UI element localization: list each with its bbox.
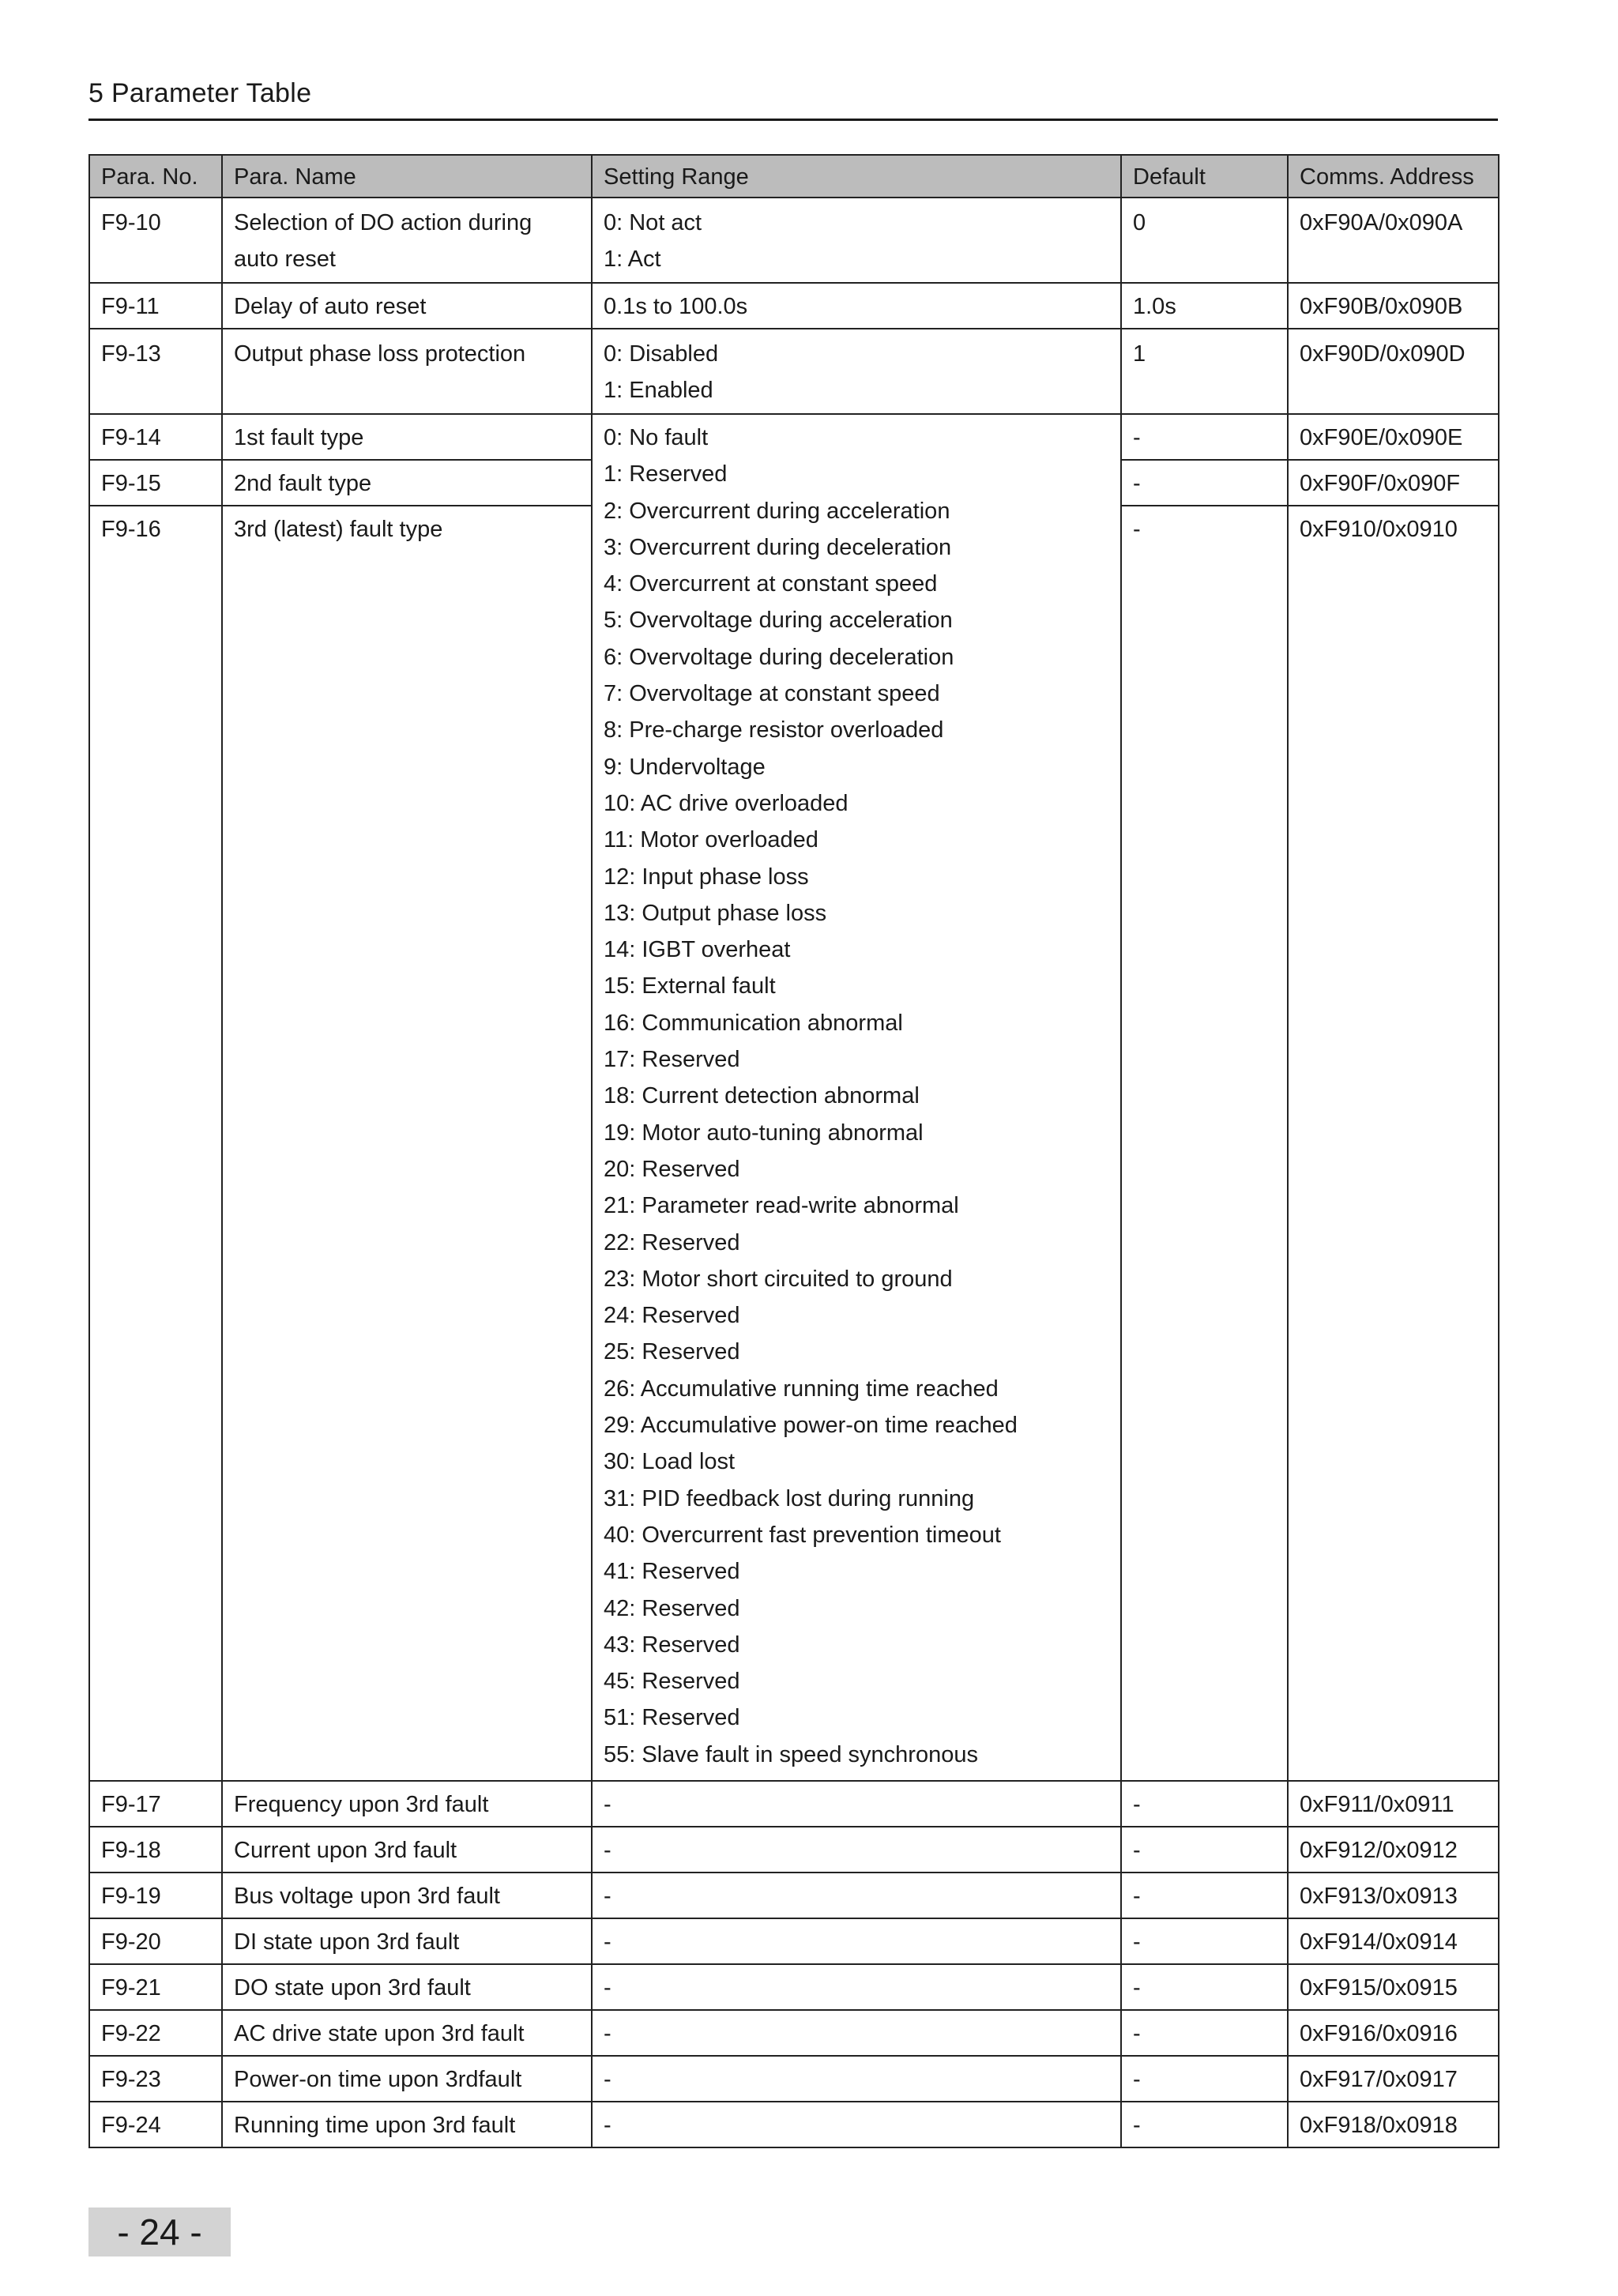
fault-option: 21: Parameter read-write abnormal — [604, 1193, 959, 1219]
default-cell: - — [1121, 2102, 1288, 2147]
para-no-cell: F9-13 — [89, 329, 222, 414]
header-divider — [88, 119, 1498, 121]
comms-address-cell: 0xF913/0x0913 — [1288, 1873, 1499, 1918]
para-name-cell: Running time upon 3rd fault — [222, 2102, 592, 2147]
table-header — [89, 155, 1499, 198]
fault-option: 22: Reserved — [604, 1229, 740, 1255]
comms-address-cell: 0xF912/0x0912 — [1288, 1827, 1499, 1873]
fault-option: 7: Overvoltage at constant speed — [604, 681, 940, 707]
default-cell: - — [1121, 1964, 1288, 2010]
default-cell: - — [1121, 1918, 1288, 1964]
para-name-cell: DI state upon 3rd fault — [222, 1918, 592, 1964]
table-row — [89, 283, 1499, 329]
table-row — [89, 1873, 1499, 1918]
range-option: 0: Not act — [604, 210, 702, 235]
para-name-cell: AC drive state upon 3rd fault — [222, 2010, 592, 2056]
para-no-cell: F9-21 — [89, 1964, 222, 2010]
range-option: 1: Enabled — [604, 378, 713, 403]
setting-range-cell: - — [592, 2056, 1121, 2102]
column-header-para-name: Para. Name — [222, 155, 592, 198]
table-row — [89, 329, 1499, 414]
fault-option: 16: Communication abnormal — [604, 1010, 903, 1036]
table-row — [89, 1918, 1499, 1964]
fault-option: 43: Reserved — [604, 1632, 740, 1658]
default-cell: - — [1121, 1781, 1288, 1827]
comms-address-cell: 0xF915/0x0915 — [1288, 1964, 1499, 2010]
setting-range-cell: - — [592, 2102, 1121, 2147]
comms-address-cell: 0xF911/0x0911 — [1288, 1781, 1499, 1827]
fault-option: 19: Motor auto-tuning abnormal — [604, 1120, 924, 1146]
default-cell: - — [1121, 2010, 1288, 2056]
setting-range-cell: - — [592, 1964, 1121, 2010]
setting-range-cell: 0.1s to 100.0s — [592, 283, 1121, 329]
table-row — [89, 2056, 1499, 2102]
para-no-cell: F9-14 — [89, 414, 222, 460]
default-cell: 0 — [1121, 198, 1288, 283]
para-no-cell: F9-23 — [89, 2056, 222, 2102]
comms-address-cell: 0xF90F/0x090F — [1288, 460, 1499, 506]
setting-range-cell: - — [592, 1781, 1121, 1827]
para-no-cell: F9-17 — [89, 1781, 222, 1827]
fault-option: 24: Reserved — [604, 1303, 740, 1329]
table-row — [89, 2010, 1499, 2056]
fault-option: 1: Reserved — [604, 461, 728, 487]
para-name-cell: Power-on time upon 3rdfault — [222, 2056, 592, 2102]
comms-address-cell: 0xF90B/0x090B — [1288, 283, 1499, 329]
range-option: 1: Act — [604, 247, 661, 272]
default-cell: - — [1121, 460, 1288, 506]
setting-range-cell: - — [592, 1827, 1121, 1873]
para-name-cell: 2nd fault type — [222, 460, 592, 506]
para-no-cell: F9-24 — [89, 2102, 222, 2147]
para-no-cell: F9-19 — [89, 1873, 222, 1918]
para-name-text: Selection of DO action during auto reset — [234, 210, 532, 272]
table-row — [89, 198, 1499, 283]
page-number: - 24 - — [88, 2208, 231, 2256]
column-header-para-no: Para. No. — [89, 155, 222, 198]
setting-range-cell: - — [592, 2010, 1121, 2056]
para-no-cell: F9-20 — [89, 1918, 222, 1964]
table-row — [89, 1964, 1499, 2010]
parameter-table — [88, 154, 1499, 2148]
para-name-cell: 3rd (latest) fault type — [222, 506, 592, 1781]
fault-option: 20: Reserved — [604, 1156, 740, 1182]
para-no-cell: F9-22 — [89, 2010, 222, 2056]
para-no-cell: F9-11 — [89, 283, 222, 329]
comms-address-cell: 0xF90E/0x090E — [1288, 414, 1499, 460]
fault-option: 17: Reserved — [604, 1047, 740, 1073]
table-row — [89, 2102, 1499, 2147]
para-no-cell: F9-10 — [89, 198, 222, 283]
fault-option: 51: Reserved — [604, 1705, 740, 1731]
fault-option: 26: Accumulative running time reached — [604, 1376, 999, 1402]
para-name-cell: DO state upon 3rd fault — [222, 1964, 592, 2010]
comms-address-cell: 0xF916/0x0916 — [1288, 2010, 1499, 2056]
default-cell: - — [1121, 414, 1288, 460]
fault-option: 3: Overcurrent during deceleration — [604, 534, 952, 560]
default-cell: - — [1121, 2056, 1288, 2102]
para-name-cell: Current upon 3rd fault — [222, 1827, 592, 1873]
para-no-cell: F9-15 — [89, 460, 222, 506]
fault-option: 40: Overcurrent fast prevention timeout — [604, 1522, 1001, 1548]
fault-option: 42: Reserved — [604, 1595, 740, 1621]
fault-option: 14: IGBT overheat — [604, 937, 791, 963]
fault-option: 4: Overcurrent at constant speed — [604, 571, 938, 597]
fault-option: 12: Input phase loss — [604, 864, 809, 890]
fault-option: 11: Motor overloaded — [604, 827, 818, 853]
fault-option: 8: Pre-charge resistor overloaded — [604, 717, 944, 743]
comms-address-cell: 0xF910/0x0910 — [1288, 506, 1499, 1781]
tail-rows — [89, 1781, 1499, 2147]
para-no-cell: F9-16 — [89, 506, 222, 1781]
comms-address-cell: 0xF914/0x0914 — [1288, 1918, 1499, 1964]
default-cell: 1.0s — [1121, 283, 1288, 329]
fault-option: 45: Reserved — [604, 1669, 740, 1695]
range-option: 0: Disabled — [604, 341, 719, 367]
para-name-cell — [222, 198, 592, 283]
fault-option: 0: No fault — [604, 425, 709, 450]
fault-option: 18: Current detection abnormal — [604, 1083, 920, 1109]
page-header-title: 5 Parameter Table — [88, 78, 312, 108]
para-name-cell: 1st fault type — [222, 414, 592, 460]
fault-option: 55: Slave fault in speed synchronous — [604, 1741, 978, 1767]
table-row — [89, 1781, 1499, 1827]
setting-range-cell: - — [592, 1873, 1121, 1918]
fault-option: 29: Accumulative power-on time reached — [604, 1413, 1018, 1439]
fault-option: 15: External fault — [604, 973, 776, 999]
table-row — [89, 1827, 1499, 1873]
comms-address-cell: 0xF917/0x0917 — [1288, 2056, 1499, 2102]
default-cell: - — [1121, 506, 1288, 1781]
column-header-comms-address: Comms. Address — [1288, 155, 1499, 198]
fault-option: 23: Motor short circuited to ground — [604, 1266, 953, 1292]
fault-type-options-cell — [592, 414, 1121, 1781]
para-name-cell: Delay of auto reset — [222, 283, 592, 329]
setting-range-cell: - — [592, 1918, 1121, 1964]
comms-address-cell: 0xF90D/0x090D — [1288, 329, 1499, 414]
column-header-default: Default — [1121, 155, 1288, 198]
fault-option: 6: Overvoltage during deceleration — [604, 644, 954, 670]
fault-option: 5: Overvoltage during acceleration — [604, 608, 953, 634]
table-row — [89, 414, 1499, 460]
default-cell: - — [1121, 1873, 1288, 1918]
fault-option: 13: Output phase loss — [604, 900, 827, 926]
fault-option: 30: Load lost — [604, 1449, 736, 1475]
para-name-cell: Output phase loss protection — [222, 329, 592, 414]
fault-option: 2: Overcurrent during acceleration — [604, 498, 950, 524]
para-name-cell: Bus voltage upon 3rd fault — [222, 1873, 592, 1918]
fault-option: 41: Reserved — [604, 1559, 740, 1585]
comms-address-cell: 0xF90A/0x090A — [1288, 198, 1499, 283]
default-cell: 1 — [1121, 329, 1288, 414]
column-header-setting-range: Setting Range — [592, 155, 1121, 198]
setting-range-cell — [592, 198, 1121, 283]
fault-option: 31: PID feedback lost during running — [604, 1485, 975, 1511]
para-name-cell: Frequency upon 3rd fault — [222, 1781, 592, 1827]
fault-option: 25: Reserved — [604, 1339, 740, 1365]
fault-option: 10: AC drive overloaded — [604, 790, 849, 816]
para-no-cell: F9-18 — [89, 1827, 222, 1873]
comms-address-cell: 0xF918/0x0918 — [1288, 2102, 1499, 2147]
setting-range-cell — [592, 329, 1121, 414]
fault-option: 9: Undervoltage — [604, 754, 766, 780]
default-cell: - — [1121, 1827, 1288, 1873]
